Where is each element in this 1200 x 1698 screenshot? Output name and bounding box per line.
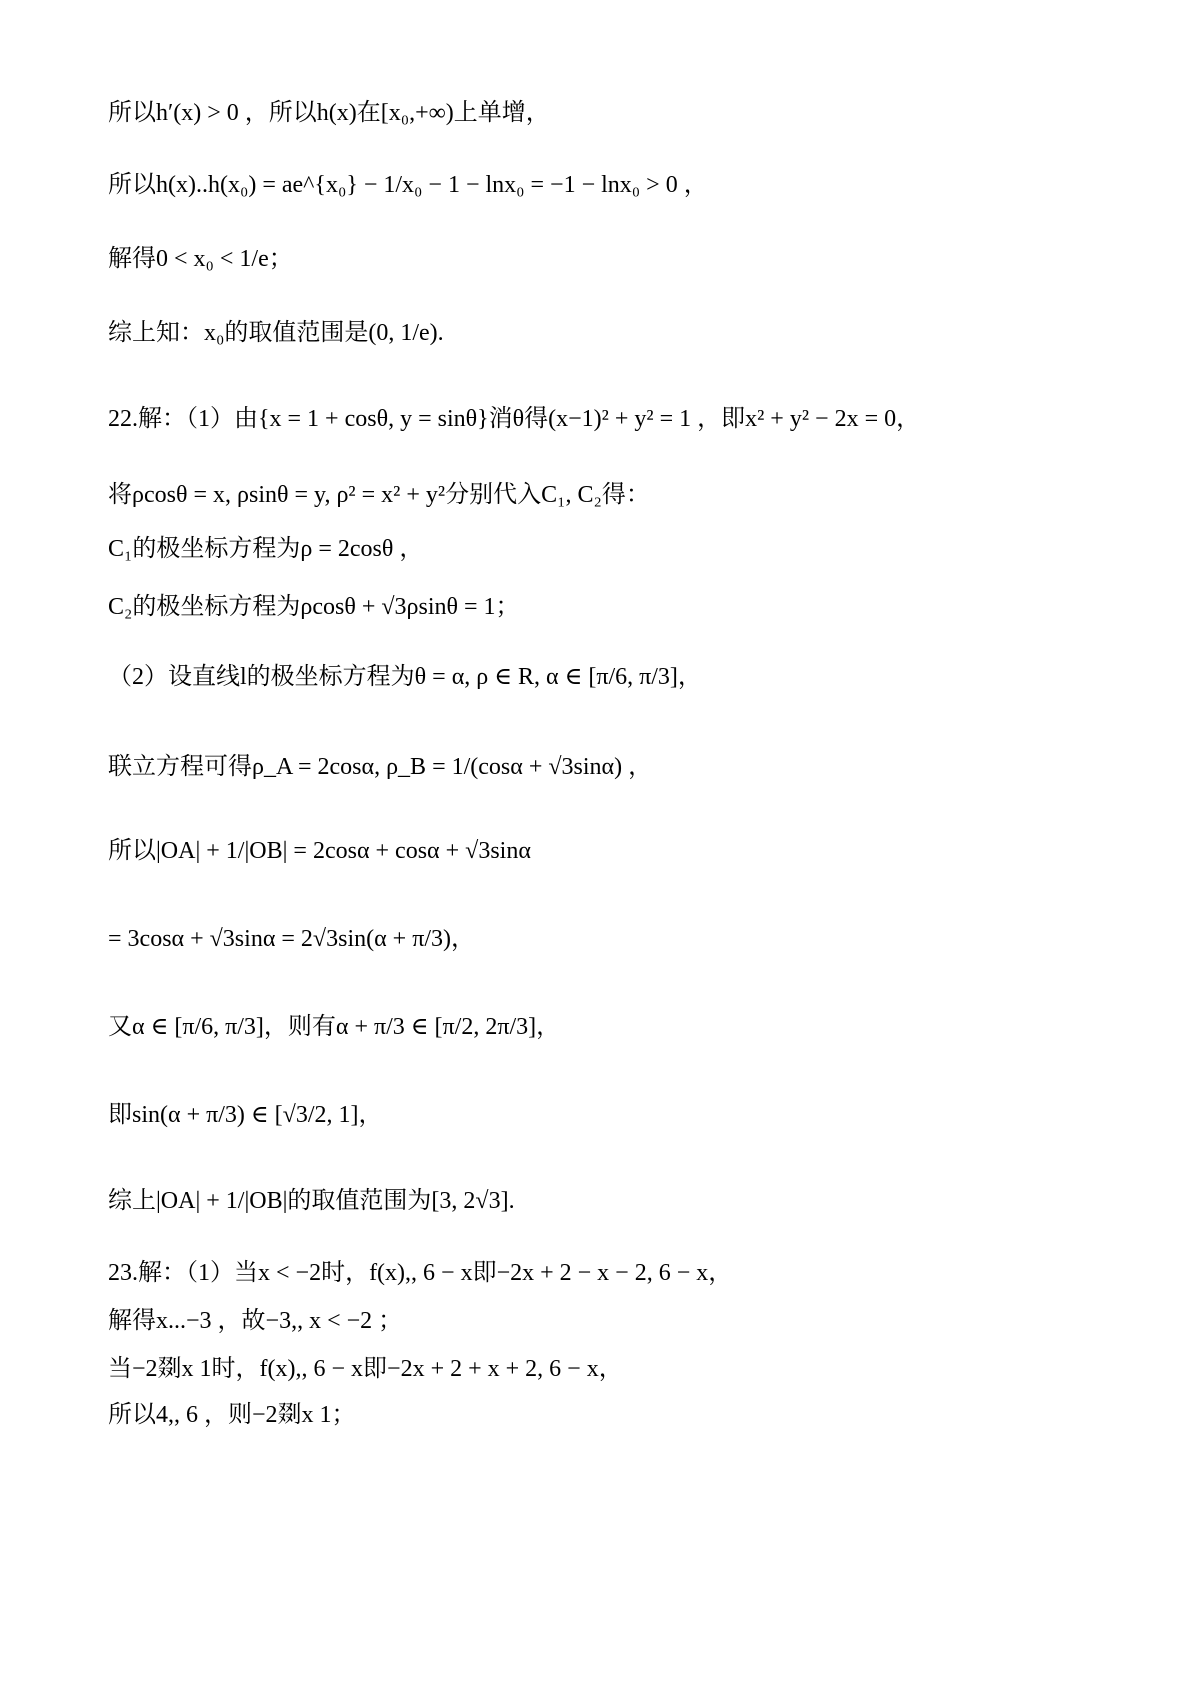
line-7: C₁的极坐标方程为ρ = 2cosθ ， — [108, 536, 424, 562]
line-14: 即sin(α + π/3) ∈ [√3/2, 1]， — [108, 1102, 383, 1128]
line-5: 22.解：（1）由{x = 1 + cosθ, y = sinθ}消θ得(x−1)² + y² = 1 ，即x² + y² − 2x = 0， — [108, 406, 921, 432]
line-6: 将ρcosθ = x, ρsinθ = y, ρ² = x² + y²分别代入C₁, C₂得： — [108, 482, 650, 508]
line-18: 当−2剟x 1时，f(x),, 6 − x即−2x + 2 + x + 2, 6 − x， — [108, 1356, 623, 1382]
line-13: 又α ∈ [π/6, π/3]，则有α + π/3 ∈ [π/2, 2π/3]， — [108, 1014, 561, 1040]
line-17: 解得x...−3 ，故−3,, x < −2 ； — [108, 1308, 403, 1334]
line-8: C₂的极坐标方程为ρcosθ + √3ρsinθ = 1； — [108, 594, 520, 620]
line-12: = 3cosα + √3sinα = 2√3sin(α + π/3)， — [108, 926, 475, 952]
line-19: 所以4,, 6 ，则−2剟x 1； — [108, 1402, 356, 1428]
line-9: （2）设直线l的极坐标方程为θ = α, ρ ∈ R, α ∈ [π/6, π/3]， — [108, 664, 702, 690]
line-16: 23.解：（1）当x < −2时，f(x),, 6 − x即−2x + 2 − x − 2, 6 − x， — [108, 1260, 733, 1286]
line-15: 综上|OA| + 1/|OB|的取值范围为[3, 2√3]. — [108, 1188, 515, 1214]
line-1: 所以h′(x) > 0 ，所以h(x)在[x₀,+∞)上单增， — [108, 100, 550, 126]
line-10: 联立方程可得ρ_A = 2cosα, ρ_B = 1/(cosα + √3sinα) ， — [108, 754, 653, 780]
line-4: 综上知：x₀的取值范围是(0, 1/e). — [108, 320, 444, 346]
line-2: 所以h(x)..h(x₀) = ae^{x₀} − 1/x₀ − 1 − lnx₀ = −1 − lnx₀ > 0 ， — [108, 172, 708, 198]
line-11: 所以|OA| + 1/|OB| = 2cosα + cosα + √3sinα — [108, 838, 531, 864]
line-3: 解得0 < x₀ < 1/e； — [108, 246, 293, 272]
